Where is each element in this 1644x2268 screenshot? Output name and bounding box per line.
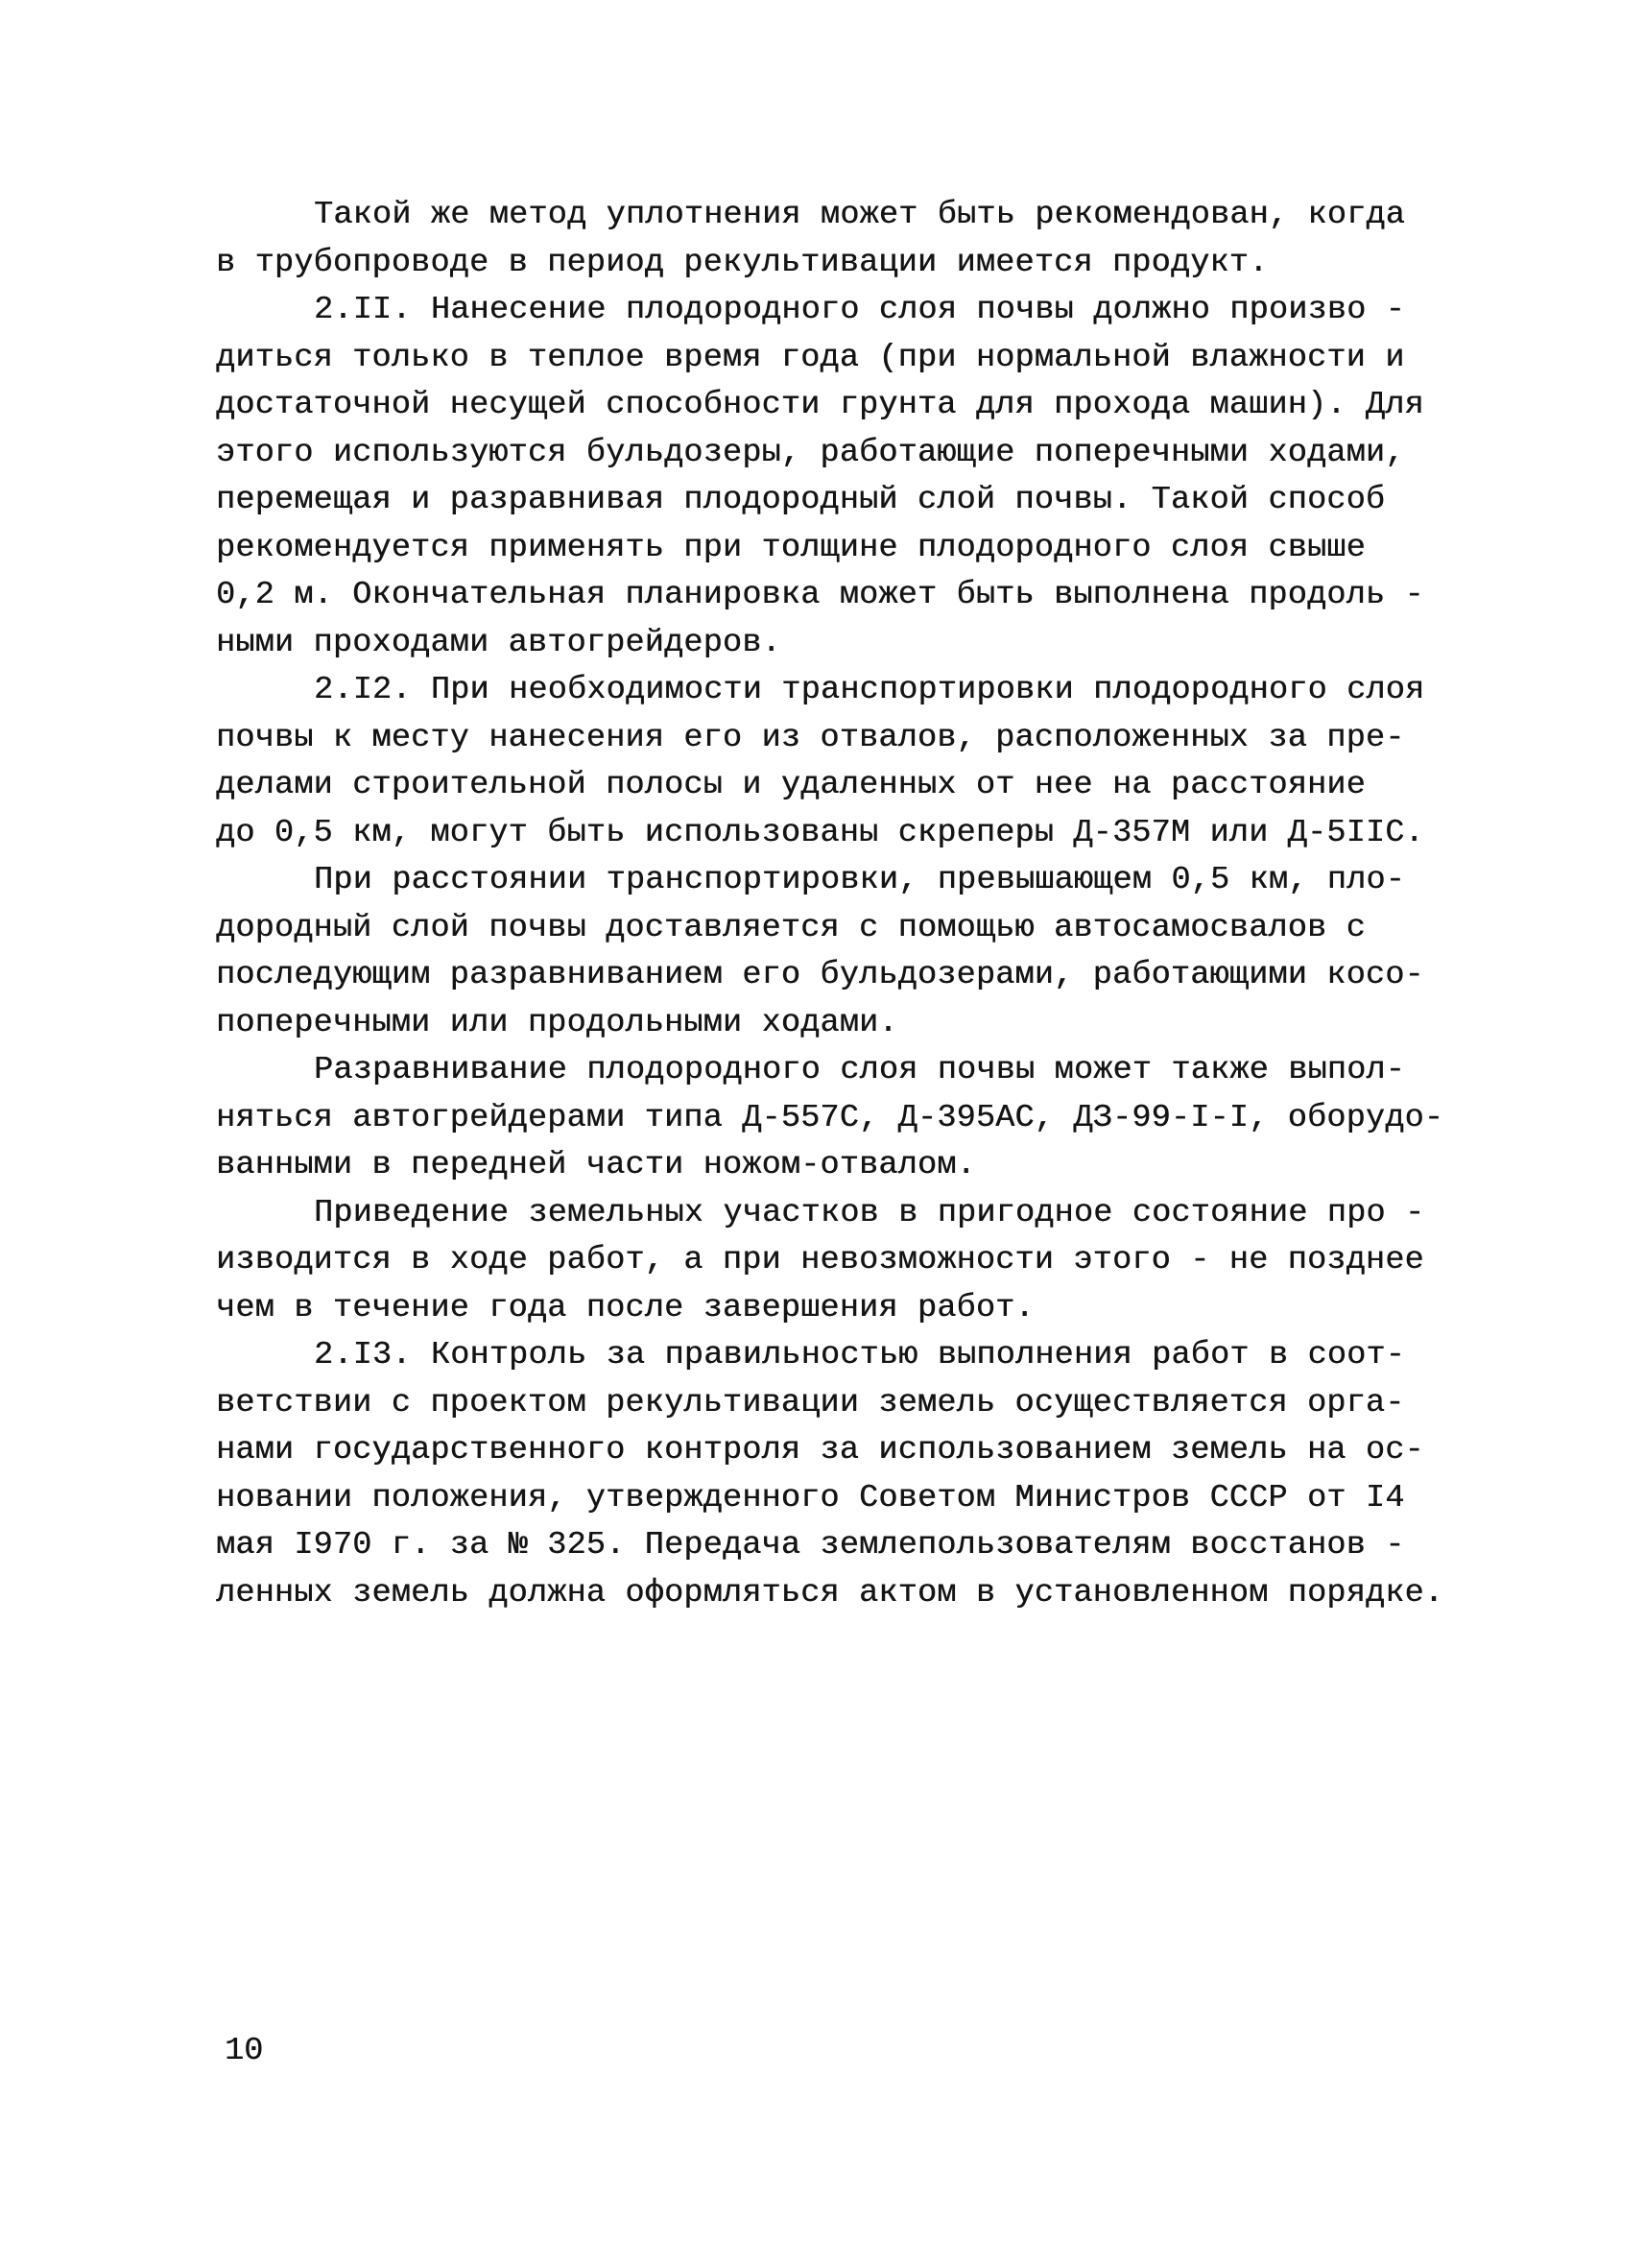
paragraph-2-13 xyxy=(216,1332,1617,1617)
paragraph-land-restoration xyxy=(216,1190,1617,1333)
text-line: перемещая и разравнивая плодородный слой почвы. Такой способ xyxy=(216,482,1386,518)
text-line: дородный слой почвы доставляется с помощью автосамосвалов с xyxy=(216,909,1366,946)
paragraph-transport-distance xyxy=(216,857,1617,1047)
text-line: этого используются бульдозеры, работающие поперечными ходами, xyxy=(216,434,1405,471)
text-line: ными проходами автогрейдеров. xyxy=(216,624,781,661)
text-line: новании положения, утвержденного Советом Министров СССР от I4 xyxy=(216,1479,1405,1516)
text-line: няться автогрейдерами типа Д-557С, Д-395АС, ДЗ-99-I-I, оборудо- xyxy=(216,1099,1444,1136)
text-line: 2.I2. При необходимости транспортировки плодородного слоя xyxy=(314,672,1425,708)
text-line: ветствии с проектом рекультивации земель осуществляется орга- xyxy=(216,1384,1405,1421)
text-line: Такой же метод уплотнения может быть рекомендован, когда xyxy=(314,197,1405,233)
text-line: диться только в теплое время года (при нормальной влажности и xyxy=(216,339,1405,376)
text-line: достаточной несущей способности грунта для прохода машин). Для xyxy=(216,387,1424,423)
page-number: 10 xyxy=(225,2033,264,2069)
text-line: 0,2 м. Окончательная планировка может быть выполнена продоль - xyxy=(216,577,1424,613)
text-line: изводится в ходе работ, а при невозможности этого - не позднее xyxy=(216,1242,1424,1278)
text-line: чем в течение года после завершения работ. xyxy=(216,1289,1035,1326)
text-line: Приведение земельных участков в пригодное состояние про - xyxy=(314,1194,1425,1231)
text-line: до 0,5 км, могут быть использованы скреперы Д-357М или Д-5IIС. xyxy=(216,814,1424,851)
paragraph-leveling xyxy=(216,1047,1617,1190)
text-line: мая I970 г. за № 325. Передача землепользователям восстанов - xyxy=(216,1527,1405,1564)
text-line: 2.I3. Контроль за правильностью выполнения работ в соот- xyxy=(314,1337,1405,1373)
paragraph-2-11 xyxy=(216,287,1617,667)
text-line: делами строительной полосы и удаленных от нее на расстояние xyxy=(216,767,1366,803)
text-line: поперечными или продольными ходами. xyxy=(216,1004,898,1041)
text-line: При расстоянии транспортировки, превышающем 0,5 км, пло- xyxy=(314,862,1405,898)
text-line: Разравнивание плодородного слоя почвы может также выпол- xyxy=(314,1052,1405,1088)
document-body xyxy=(216,192,1617,1617)
text-line: почвы к месту нанесения его из отвалов, расположенных за пре- xyxy=(216,719,1405,756)
text-line: ленных земель должна оформляться актом в установленном порядке. xyxy=(216,1574,1444,1611)
paragraph-2-12 xyxy=(216,667,1617,857)
text-line: ванными в передней части ножом-отвалом. xyxy=(216,1147,976,1183)
text-line: последующим разравниванием его бульдозерами, работающими косо- xyxy=(216,957,1424,993)
text-line: в трубопроводе в период рекультивации имеется продукт. xyxy=(216,244,1269,281)
text-line: рекомендуется применять при толщине плодородного слоя свыше xyxy=(216,529,1366,566)
paragraph-compaction-method xyxy=(216,192,1617,287)
text-line: нами государственного контроля за использованием земель на ос- xyxy=(216,1432,1424,1468)
text-line: 2.II. Нанесение плодородного слоя почвы должно произво - xyxy=(314,292,1405,328)
